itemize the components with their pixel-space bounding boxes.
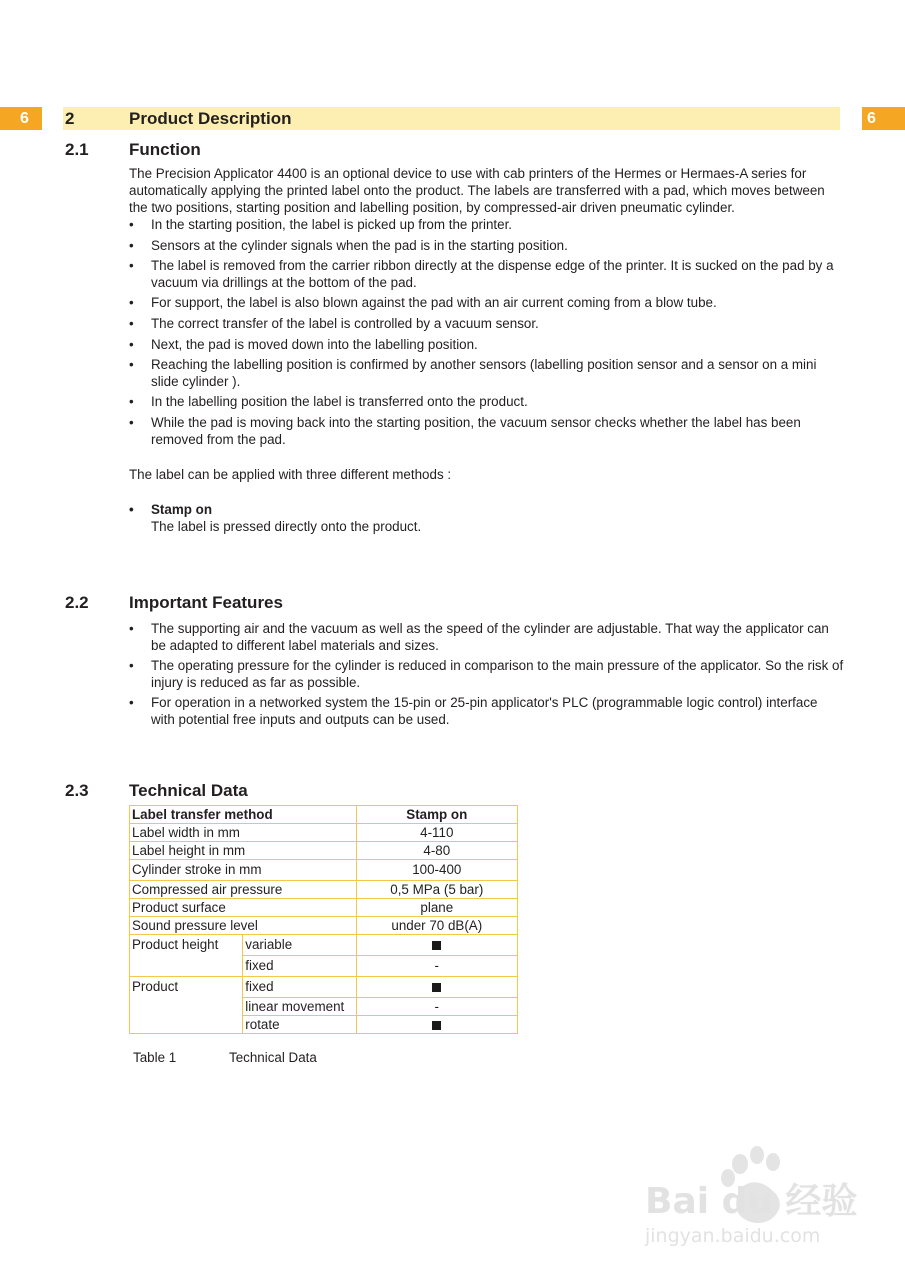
list-item: • The correct transfer of the label is controlled by a vacuum sensor. [129,316,844,333]
table-cell [356,1016,517,1034]
table-cell: Label height in mm [130,842,357,860]
table-row [130,881,518,899]
section-number-features: 2.2 [65,593,89,612]
table-cell: linear movement [243,998,356,1016]
section-number-technical-data: 2.3 [65,781,89,800]
table-header-row [130,806,518,824]
table-cell: 100-400 [356,860,517,881]
function-intro: The Precision Applicator 4400 is an optional device to use with cab printers of the Hermes or Hermaes-A series for automatically applying the printed label onto the product. The labels are transferred with a pad, which moves between the two positions, starting position and labelling position, by compressed-air driven pneumatic cylinder. [129,166,825,215]
table-row [130,917,518,935]
table-cell: fixed [243,956,356,977]
baidu-watermark-logo [640,1140,860,1250]
table-cell: Product height [130,935,243,977]
table-cell: Product [130,977,243,1034]
table-row [130,824,518,842]
table-row [130,860,518,881]
function-bullet-list [129,217,844,452]
table-row [130,935,518,956]
chapter-title: Product Description [129,109,292,128]
filled-square-icon [432,1021,441,1030]
table-caption-number: Table 1 [133,1050,177,1065]
table-cell: fixed [243,977,356,998]
list-item: • Next, the pad is moved down into the labelling position. [129,337,844,354]
list-item: • Sensors at the cylinder signals when the pad is in the starting position. [129,238,844,255]
table-header-cell: Stamp on [356,806,517,824]
table-row [130,899,518,917]
list-item: • For support, the label is also blown against the pad with an air current coming from a blow tube. [129,295,844,312]
table-cell: variable [243,935,356,956]
table-cell: Product surface [130,899,357,917]
filled-square-icon [432,983,441,992]
table-cell: - [356,998,517,1016]
table-cell: plane [356,899,517,917]
list-item: • In the labelling position the label is transferred onto the product. [129,394,844,411]
table-cell: rotate [243,1016,356,1034]
list-item: • The label is removed from the carrier ribbon directly at the dispense edge of the printer. It is sucked on the pad by a vacuum via drillings at the bottom of the pad. [129,258,844,291]
method-stamp-on [129,502,844,536]
section-title-features: Important Features [129,593,283,612]
table-cell: - [356,956,517,977]
table-cell: Sound pressure level [130,917,357,935]
list-item: • While the pad is moving back into the starting position, the vacuum sensor checks whether the label has been removed from the pad. [129,415,844,448]
page-number-tab-right: 6 [862,107,905,130]
method-description: The label is pressed directly onto the product. [151,518,422,534]
list-item: • The operating pressure for the cylinder is reduced in comparison to the main pressure of the applicator. So the risk of injury is reduced as far as possible. [129,658,844,691]
table-cell [356,977,517,998]
table-cell [356,935,517,956]
table-cell: under 70 dB(A) [356,917,517,935]
watermark-url-text: jingyan.baidu.com [645,1225,821,1247]
table-row [130,842,518,860]
section-title-technical-data: Technical Data [129,781,248,800]
table-cell: Compressed air pressure [130,881,357,899]
methods-intro: The label can be applied with three different methods : [129,467,452,482]
table-cell: 4-80 [356,842,517,860]
list-item: • For operation in a networked system the 15-pin or 25-pin applicator's PLC (programmable logic control) interface with potential free inputs and outputs can be used. [129,695,844,728]
list-item: • In the starting position, the label is picked up from the printer. [129,217,844,234]
bullet-marker: • [129,502,134,517]
list-item: • The supporting air and the vacuum as well as the speed of the cylinder are adjustable. That way the applicator can be adapted to different label materials and sizes. [129,621,844,654]
chapter-number: 2 [65,109,75,128]
watermark-brand-text: Bai du 经验 [645,1181,858,1222]
page-number-tab-left: 6 [0,107,42,130]
table-cell: Label width in mm [130,824,357,842]
filled-square-icon [432,941,441,950]
table-header-cell: Label transfer method [130,806,357,824]
table-cell: 4-110 [356,824,517,842]
table-caption-text: Technical Data [229,1050,317,1065]
features-bullet-list [129,621,844,733]
section-number-function: 2.1 [65,140,89,159]
table-cell: 0,5 MPa (5 bar) [356,881,517,899]
method-name: Stamp on [151,502,213,517]
section-title-function: Function [129,140,201,159]
technical-data-table [129,805,518,1034]
table-cell: Cylinder stroke in mm [130,860,357,881]
list-item: • Reaching the labelling position is confirmed by another sensors (labelling position sensor and a sensor on a mini slide cylinder ). [129,357,844,390]
table-row [130,977,518,998]
